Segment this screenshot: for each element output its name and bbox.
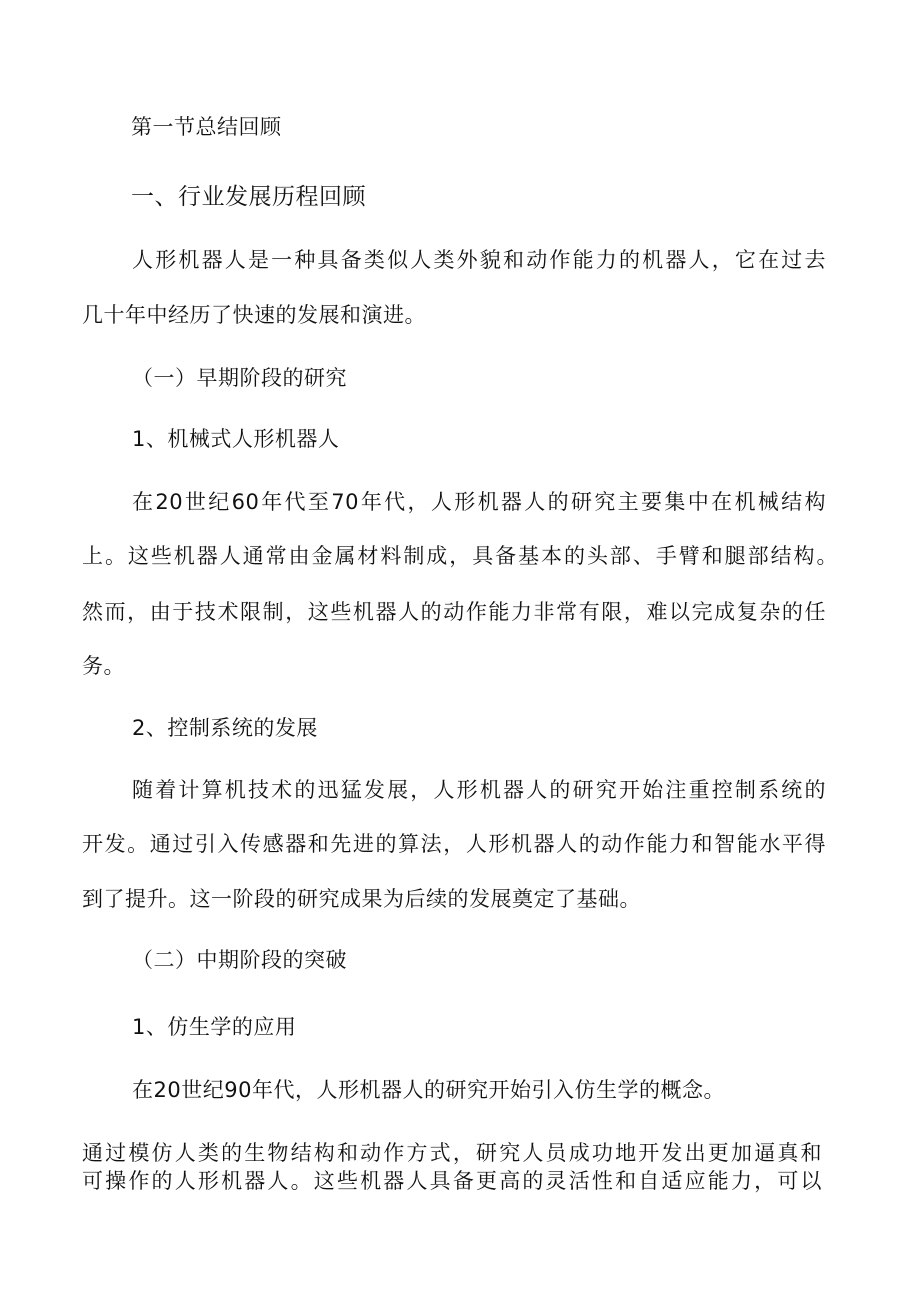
- item-1: 1、机械式人形机器人: [132, 427, 340, 451]
- paragraph-3-line-3: 到了提升。这一阶段的研究成果为后续的发展奠定了基础。: [82, 887, 641, 911]
- section-title: 第一节总结回顾: [131, 115, 282, 139]
- paragraph-2-line-1: 在20世纪60年代至70年代，人形机器人的研究主要集中在机械结构: [132, 490, 826, 514]
- heading-1: 一、行业发展历程回顾: [131, 184, 366, 210]
- item-2: 2、控制系统的发展: [132, 716, 318, 740]
- paragraph-5-line-2: 可操作的人形机器人。这些机器人具备更高的灵活性和自适应能力，可以: [82, 1169, 822, 1193]
- paragraph-3-line-1: 随着计算机技术的迅猛发展，人形机器人的研究开始注重控制系统的: [132, 778, 826, 802]
- paragraph-2-line-4: 务。: [82, 654, 125, 678]
- paragraph-5-line-1: 通过模仿人类的生物结构和动作方式，研究人员成功地开发出更加逼真和: [82, 1141, 822, 1165]
- subheading-1: （一）早期阶段的研究: [132, 366, 347, 390]
- paragraph-4-line-1: 在20世纪90年代，人形机器人的研究开始引入仿生学的概念。: [132, 1078, 725, 1102]
- item-3: 1、仿生学的应用: [132, 1015, 297, 1039]
- paragraph-2-line-2: 上。这些机器人通常由金属材料制成，具备基本的头部、手臂和腿部结构。: [82, 544, 838, 568]
- subheading-2: （二）中期阶段的突破: [132, 948, 347, 972]
- paragraph-1-line-1: 人形机器人是一种具备类似人类外貌和动作能力的机器人，它在过去: [132, 248, 826, 272]
- paragraph-1-line-2: 几十年中经历了快速的发展和演进。: [82, 303, 426, 327]
- paragraph-3-line-2: 开发。通过引入传感器和先进的算法，人形机器人的动作能力和智能水平得: [82, 832, 826, 856]
- paragraph-2-line-3: 然而，由于技术限制，这些机器人的动作能力非常有限，难以完成复杂的任: [82, 600, 826, 624]
